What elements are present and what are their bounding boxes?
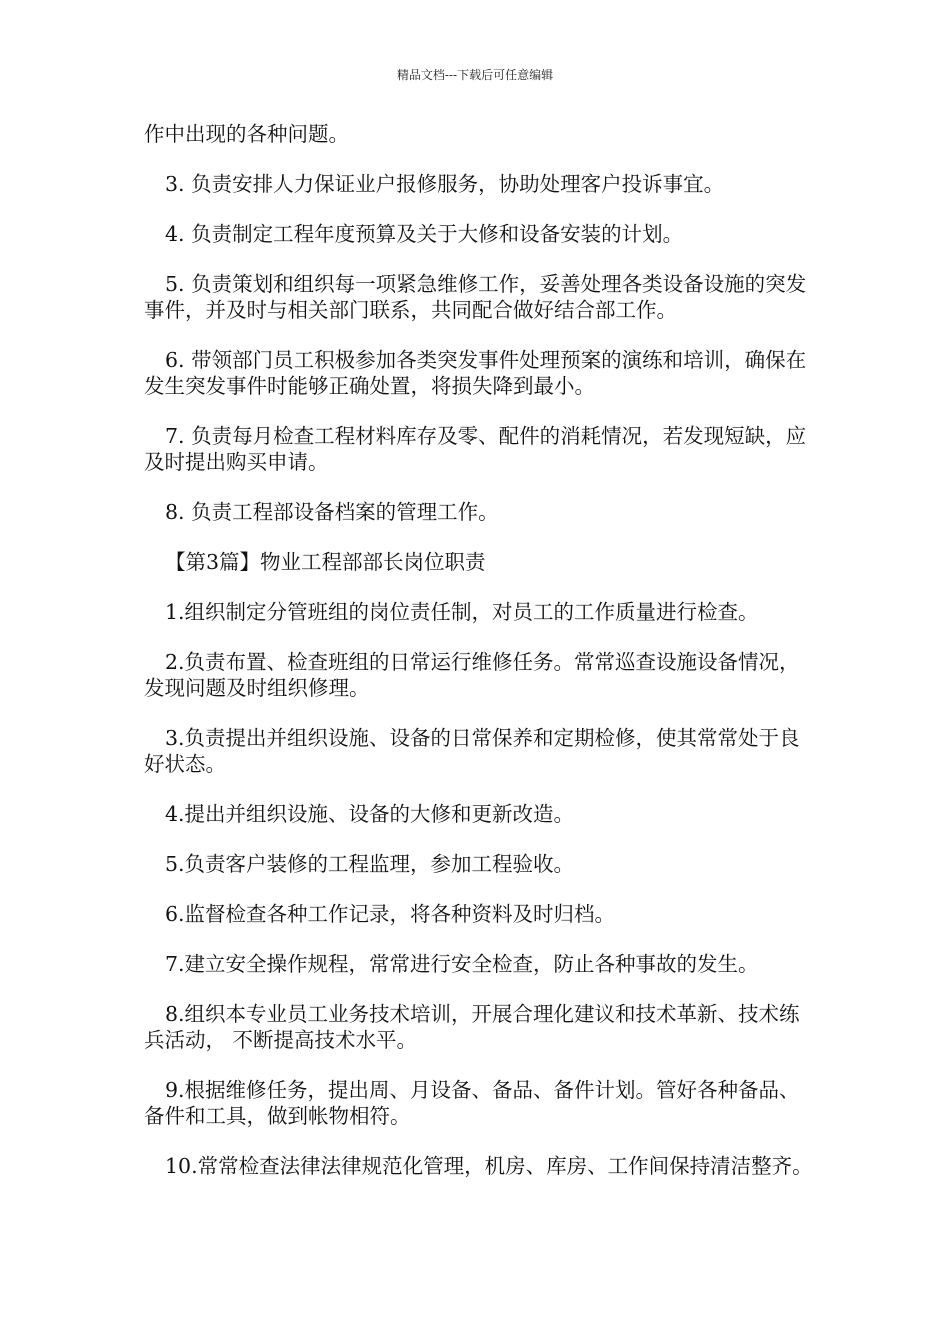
section-item-7: 7.建立安全操作规程，常常进行安全检查，防止各种事故的发生。 bbox=[165, 952, 759, 976]
paragraph-item-3: 3. 负责安排人力保证业户报修服务，协助处理客户投诉事宜。 bbox=[165, 172, 725, 196]
section-heading: 【第3篇】物业工程部部长岗位职责 bbox=[165, 550, 486, 574]
section-item-4: 4.提出并组织设施、设备的大修和更新改造。 bbox=[165, 802, 575, 826]
section-item-9: 9.根据维修任务，提出周、月设备、备品、备件计划。管好各种备品、备件和工具，做到帐物相符。 bbox=[144, 1078, 800, 1128]
document-body bbox=[144, 121, 814, 1203]
paragraph-item-5: 5. 负责策划和组织每一项紧急维修工作，妥善处理各类设备设施的突发事件，并及时与相关部门联系，共同配合做好结合部工作。 bbox=[144, 272, 807, 322]
section-item-6: 6.监督检查各种工作记录，将各种资料及时归档。 bbox=[165, 902, 616, 926]
section-item-2: 2.负责布置、检查班组的日常运行维修任务。常常巡查设施设备情况，发现问题及时组织修理。 bbox=[144, 650, 800, 700]
section-item-5: 5.负责客户装修的工程监理，参加工程验收。 bbox=[165, 852, 575, 876]
section-item-3: 3.负责提出并组织设施、设备的日常保养和定期检修，使其常常处于良好状态。 bbox=[144, 726, 800, 776]
section-item-8: 8.组织本专业员工业务技术培训，开展合理化建议和技术革新、技术练兵活动， 不断提高技术水平。 bbox=[144, 1002, 800, 1052]
paragraph-item-7: 7. 负责每月检查工程材料库存及零、配件的消耗情况，若发现短缺，应及时提出购买申请。 bbox=[144, 424, 807, 474]
paragraph-item-4: 4. 负责制定工程年度预算及关于大修和设备安装的计划。 bbox=[165, 222, 684, 246]
paragraph-item-8: 8. 负责工程部设备档案的管理工作。 bbox=[165, 500, 499, 524]
section-item-1: 1.组织制定分管班组的岗位责任制，对员工的工作质量进行检查。 bbox=[165, 600, 759, 624]
paragraph-continuation: 作中出现的各种问题。 bbox=[144, 122, 349, 146]
section-item-10: 10.常常检查法律法律规范化管理，机房、库房、工作间保持清洁整齐。 bbox=[165, 1154, 813, 1178]
paragraph-item-6: 6. 带领部门员工积极参加各类突发事件处理预案的演练和培训，确保在发生突发事件时能够正确处置，将损失降到最小。 bbox=[144, 348, 807, 398]
page-header: 精品文档---下载后可任意编辑 bbox=[396, 68, 554, 82]
